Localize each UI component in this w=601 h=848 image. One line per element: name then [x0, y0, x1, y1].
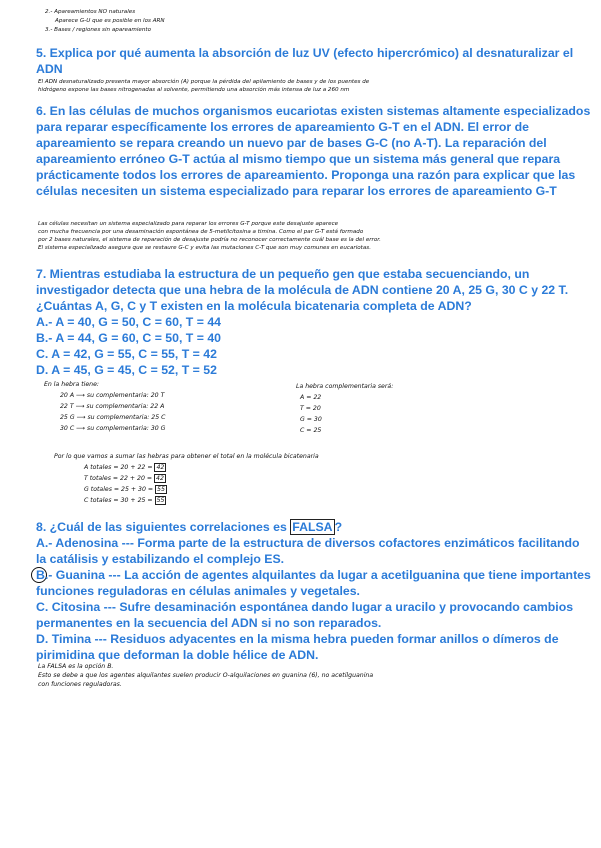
- q7-option-b: B.- A = 44, G = 60, C = 50, T = 40: [36, 331, 221, 345]
- q7-option-d: D. A = 45, G = 45, C = 52, T = 52: [36, 363, 217, 377]
- q7-work-left-1: 20 A ⟶ su complementaria: 20 T: [60, 392, 165, 399]
- q7-total-g: G totales = 25 + 30 = 55: [84, 486, 165, 493]
- q7-total-t: T totales = 22 + 20 = 42: [84, 475, 164, 482]
- q7-work-header-left: En la hebra tiene:: [44, 381, 99, 388]
- q8-answer-2: Esto se debe a que los agentes alquilantes suelen producir O-alquilaciones en guanina (6), no acetilguanina: [38, 672, 374, 679]
- question-7: 7. Mientras estudiaba la estructura de un pequeño gen que estaba secuenciando, un investigador detecta que una hebra de la molécula de ADN contiene 20 A, 25 G, 30 C y 22 T. ¿Cuántas A, G, C y T existen en la molécula bicatenaria completa de ADN?: [36, 267, 569, 313]
- q7-work-left-4: 30 C ⟶ su complementaria: 30 G: [60, 425, 166, 432]
- q5-answer-2: hidrógeno expone las bases nitrogenadas al solvente, permitiendo una absorción más intensa de luz a 260 nm: [38, 87, 350, 93]
- question-8: 8. ¿Cuál de las siguientes correlaciones es FALSA ?: [36, 520, 343, 534]
- question-5: 5. Explica por qué aumenta la absorción de luz UV (efecto hipercrómico) al desnaturalizar el ADN: [36, 46, 574, 76]
- q7-option-a: A.- A = 40, G = 50, C = 60, T = 44: [36, 315, 221, 329]
- top-note-2: Aparece G-U que es posible en los ARN: [55, 18, 165, 24]
- q8-answer-1: La FALSA es la opción B.: [38, 663, 114, 670]
- q8-option-d: D. Timina --- Residuos adyacentes en la misma hebra pueden formar anillos o dímeros de pirimidina que deforman la doble hélice de ADN.: [36, 632, 559, 662]
- q7-work-right-2: T = 20: [300, 405, 321, 412]
- q7-work-left-3: 25 G ⟶ su complementaria: 25 C: [60, 414, 166, 421]
- top-note-1: 2.- Apareamientos NO naturales: [45, 9, 136, 15]
- q8-option-a: A.- Adenosina --- Forma parte de la estructura de diversos cofactores enzimáticos facilitando la catálisis y estabilizando el complejo ES.: [36, 536, 580, 566]
- falsa-box: FALSA: [292, 520, 333, 534]
- q7-total-c: C totales = 30 + 25 = 55: [84, 497, 165, 504]
- top-note-3: 3.- Bases / regiones sin apareamiento: [45, 27, 152, 33]
- q7-option-c: C. A = 42, G = 55, C = 55, T = 42: [36, 347, 217, 361]
- q8-option-b: B.- Guanina --- La acción de agentes alquilantes da lugar a acetilguanina que tiene importantes funciones reguladoras en células animales y vegetales.: [36, 568, 591, 598]
- q7-work-header-right: La hebra complementaria será:: [296, 383, 394, 390]
- q6-answer-2: con mucha frecuencia por una desaminación espontánea de 5-metilcitosina a timina. Como el par G-T está formado: [38, 229, 364, 235]
- question-6: 6. En las células de muchos organismos eucariotas existen sistemas altamente especializados para reparar específicamente los errores de apareamiento G-T en el ADN. El error de apareamiento se repara creando un nuevo par de bases G-C (no A-T). La reparación del apareamiento erróneo G-T actúa al mismo tiempo que un sistema más general que repara prácticamente todos los errores de apareamiento. Proponga una razón para explicar que las células necesiten un sistema especializado para reparar los errores de apareamiento G-T: [36, 104, 591, 198]
- q6-answer-1: Las células necesitan un sistema especializado para reparar los errores G-T porque este desajuste aparece: [38, 221, 339, 227]
- q7-total-a: A totales = 20 + 22 = 42: [84, 464, 165, 471]
- q7-sum-intro: Por lo que vamos a sumar las hebras para obtener el total en la molécula bicatenaria: [54, 453, 319, 460]
- total-g-value: 55: [157, 486, 165, 493]
- q5-answer-1: El ADN desnaturalizado presenta mayor absorción (A) porque la pérdida del apilamiento de bases y de los puentes de: [38, 79, 370, 85]
- total-c-value: 55: [156, 497, 165, 504]
- q7-work-right-4: C = 25: [300, 427, 322, 434]
- q6-answer-4: El sistema especializado asegura que se restaure G-C y evita las mutaciones C-T que son muy comunes en eucariotas.: [38, 245, 371, 251]
- q8-option-c: C. Citosina --- Sufre desaminación espontánea dando lugar a uracilo y provocando cambios permanentes en la secuencia del ADN si no son reparados.: [36, 600, 574, 630]
- total-a-value: 42: [156, 464, 165, 471]
- q6-answer-3: por 2 bases naturales, el sistema de reparación de desajuste podría no reconocer correctamente cuál base es la del error.: [38, 237, 381, 243]
- total-t-value: 42: [156, 475, 164, 482]
- q8-answer-3: con funciones reguladoras.: [38, 681, 122, 688]
- q7-work-right-1: A = 22: [300, 394, 322, 401]
- q7-work-right-3: G = 30: [300, 416, 322, 423]
- q7-work-left-2: 22 T ⟶ su complementaria: 22 A: [60, 403, 165, 410]
